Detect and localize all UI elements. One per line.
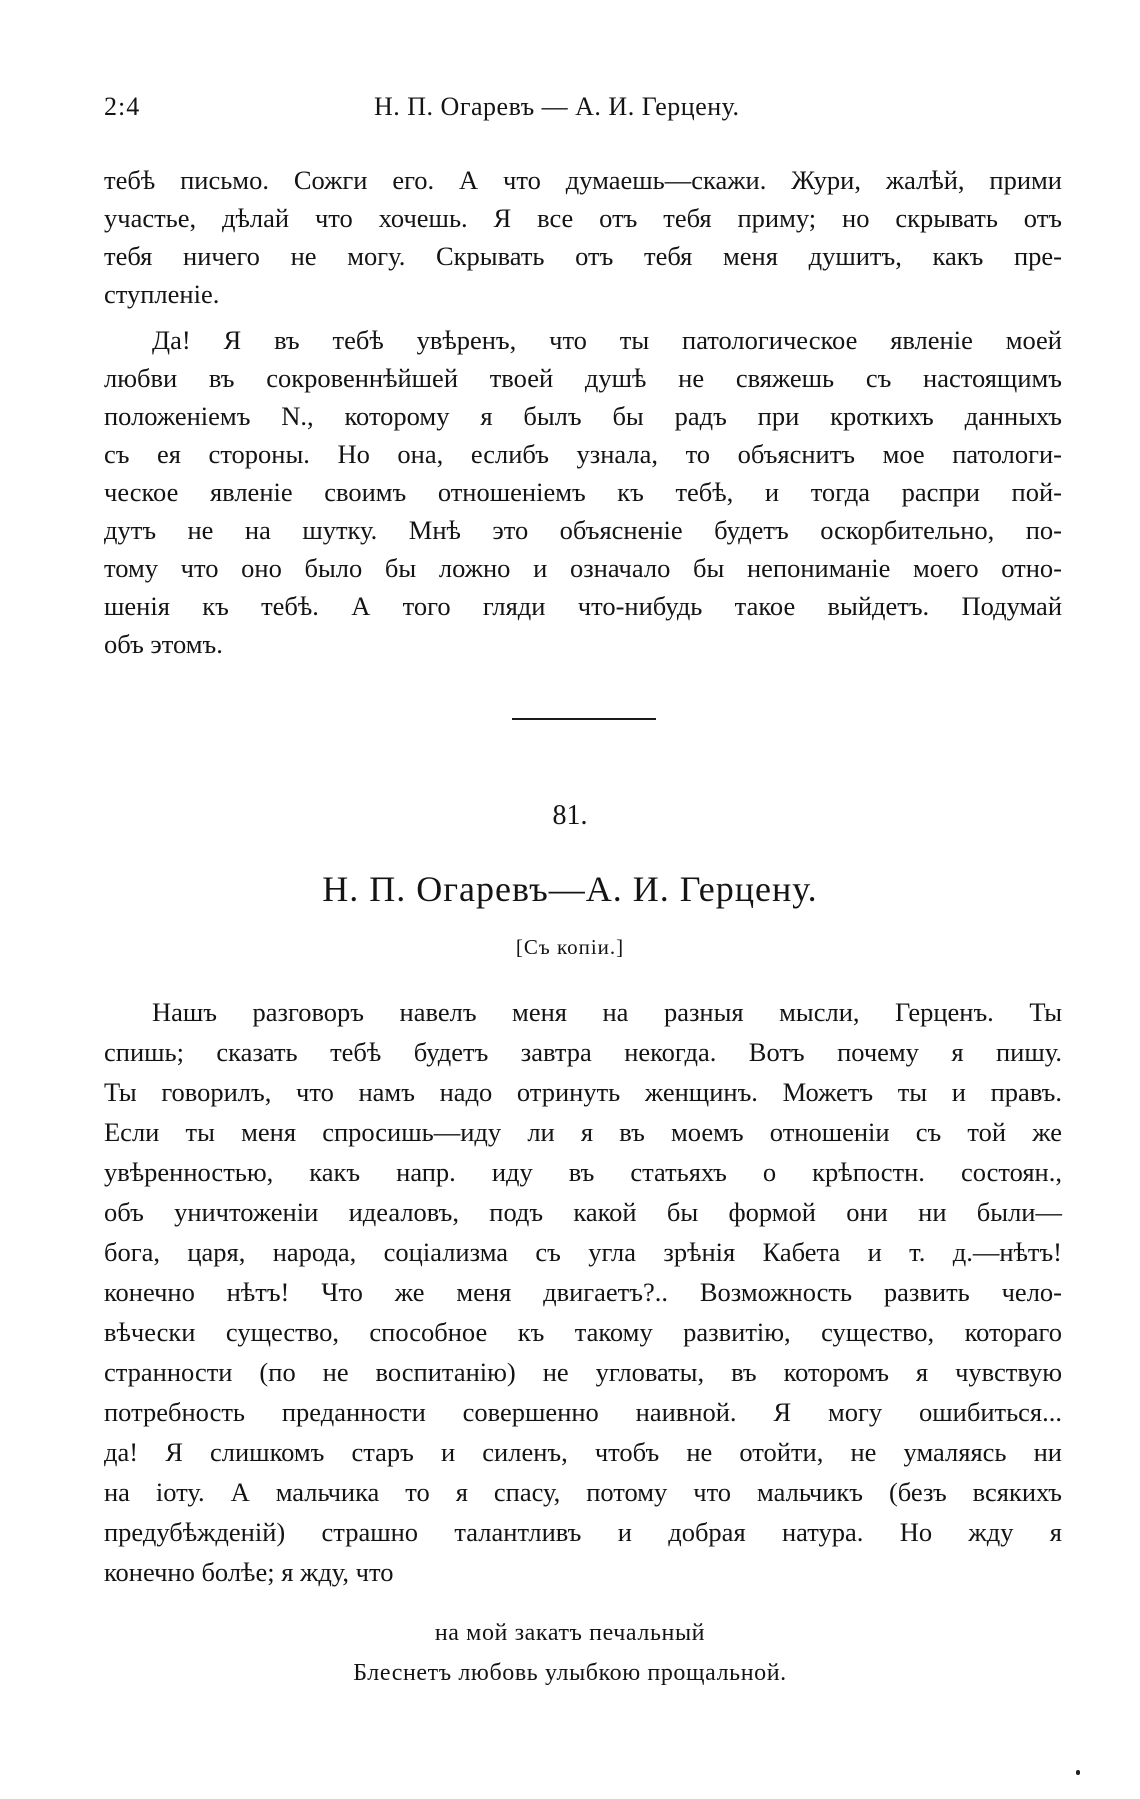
text-line: вѣчески существо, способное къ такому развитію, существо, котораго <box>104 1317 1062 1347</box>
text-line: тому что оно было бы ложно и означало бы непониманіе моего отно- <box>104 553 1062 583</box>
text-line: Ты говорилъ, что намъ надо отринуть женщинъ. Можетъ ты и правъ. <box>104 1077 1062 1107</box>
letter-title: Н. П. Огаревъ—А. И. Герцену. <box>322 869 818 909</box>
running-head-title: Н. П. Огаревъ — А. И. Герцену. <box>374 92 740 121</box>
text-line: объ этомъ. <box>104 629 223 659</box>
section-divider <box>512 718 656 720</box>
text-line: ческое явленіе своимъ отношеніемъ къ тебѣ, и тогда распри пой- <box>104 477 1062 507</box>
running-head <box>104 92 1062 132</box>
ink-speck <box>1076 1770 1080 1775</box>
text-line: странности (по не воспитанію) не угловаты, въ которомъ я чувствую <box>104 1357 1062 1387</box>
text-line: предубѣжденій) страшно талантливъ и добрая натура. Но жду я <box>104 1517 1062 1547</box>
letter-number: 81. <box>552 800 588 831</box>
text-line: бога, царя, народа, соціализма съ угла зрѣнія Кабета и т. д.—нѣтъ! <box>104 1237 1062 1267</box>
text-line: съ ея стороны. Но она, еслибъ узнала, то объяснитъ мое патологи- <box>104 439 1062 469</box>
text-line: спишь; сказать тебѣ будетъ завтра некогда. Вотъ почему я пишу. <box>104 1037 1062 1067</box>
text-line: дутъ не на шутку. Мнѣ это объясненіе будетъ оскорбительно, по- <box>104 515 1062 545</box>
text-line: участье, дѣлай что хочешь. Я все отъ тебя приму; но скрывать отъ <box>104 203 1062 233</box>
page-number: 2:4 <box>104 92 141 121</box>
text-line: Если ты меня спросишь—иду ли я въ моемъ отношеніи съ той же <box>104 1117 1062 1147</box>
text-line: конечно нѣтъ! Что же меня двигаетъ?.. Возможность развить чело- <box>104 1277 1062 1307</box>
text-line: потребность преданности совершенно наивной. Я могу ошибиться... <box>104 1397 1062 1427</box>
text-line: на іоту. А мальчика то я спасу, потому что мальчикъ (безъ всякихъ <box>104 1477 1062 1507</box>
source-note: [Съ копіи.] <box>515 935 625 959</box>
verse-line: Блеснетъ любовь улыбкою прощальной. <box>353 1660 787 1686</box>
text-line: шенія къ тебѣ. А того гляди что-нибудь такое выйдетъ. Подумай <box>104 591 1062 621</box>
text-line: положеніемъ N., которому я былъ бы радъ при кроткихъ данныхъ <box>104 401 1062 431</box>
text-line: тебѣ письмо. Сожги его. А что думаешь—скажи. Жури, жалѣй, прими <box>104 165 1062 195</box>
text-line: увѣренностью, какъ напр. иду въ статьяхъ о крѣпостн. состоян., <box>104 1157 1062 1187</box>
text-line: объ уничтоженіи идеаловъ, подъ какой бы формой они ни были— <box>104 1197 1062 1227</box>
text-line: Да! Я въ тебѣ увѣренъ, что ты патологическое явленіе моей <box>152 325 1062 355</box>
text-line: Нашъ разговоръ навелъ меня на разныя мысли, Герценъ. Ты <box>152 997 1062 1027</box>
text-line: тебя ничего не могу. Скрывать отъ тебя меня душитъ, какъ пре- <box>104 241 1062 271</box>
text-line: конечно болѣе; я жду, что <box>104 1557 394 1587</box>
verse-line: на мой закатъ печальный <box>434 1620 706 1646</box>
text-line: любви въ сокровеннѣйшей твоей душѣ не свяжешь съ настоящимъ <box>104 363 1062 393</box>
text-line: ступленіе. <box>104 279 220 309</box>
text-line: да! Я слишкомъ старъ и силенъ, чтобъ не отойти, не умаляясь ни <box>104 1437 1062 1467</box>
